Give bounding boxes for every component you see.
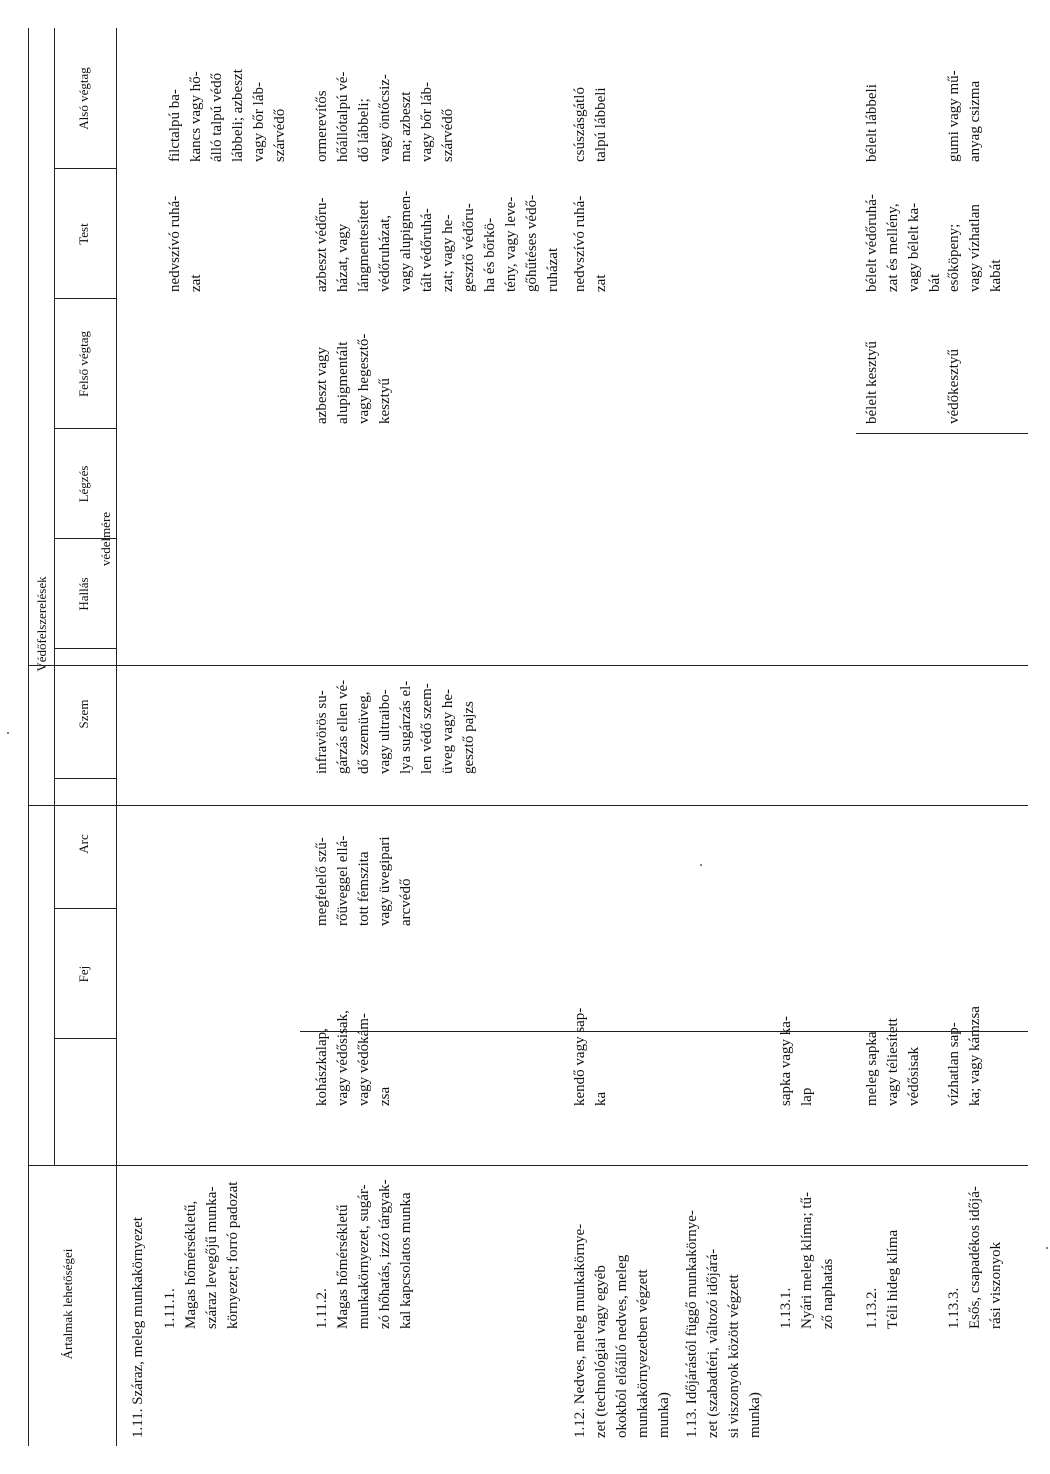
item-1-11-2-test: azbeszt védőru- házat, vagy lángmentesített védőruházat, vagy alupigmen- tált védőruhá- zat; vagy he- gesztő védőru- ha és bőrkö- tény, vagy leve- gőhűtéses védő- ruházat xyxy=(314,190,561,292)
item-1-13-2-label: 1.13.2. Téli hideg klíma xyxy=(864,1229,901,1329)
item-1-13-2-felso: bélelt kesztyű xyxy=(864,341,880,424)
item-1-11-2-also: ormerevítős hőállótalpú vé- dő lábbeli; vagy öntőcsiz- ma; azbeszt vagy bőr láb- szárvédő xyxy=(314,71,456,162)
item-1-13-3-also: gumi vagy mű- anyag csizma xyxy=(946,70,983,162)
header-col-test: Test xyxy=(76,223,91,245)
item-1-13-3-felso: védőkesztyű xyxy=(946,349,962,424)
item-1-11-2-arc: megfelelő szű- rőüveggel ellá- tott fémszita vagy üvegipari arcvédő xyxy=(314,835,414,926)
section-1-13-label: 1.13. Időjárástól függő munkakörnye- zet (szabadtéri, változó időjárá- si viszonyok között végzett munka) xyxy=(684,1210,763,1438)
section-1-12-fej: kendő vagy sap- ka xyxy=(572,1007,609,1106)
section-1-11-title: 1.11. Száraz, meleg munkakörnyezet xyxy=(130,1216,146,1438)
scan-speck xyxy=(1046,1247,1048,1249)
section-1-12-test: nedvszívó ruhá- zat xyxy=(572,195,609,292)
item-1-13-3-label: 1.13.3. Esős, csapadékos időjá- rási viszonyok xyxy=(946,1186,1004,1329)
rule-header-split xyxy=(54,28,55,1166)
item-1-13-1-label: 1.13.1. Nyári meleg klíma; tű- ző naphatás xyxy=(778,1191,836,1329)
header-protection-of: védelmére xyxy=(98,511,113,567)
header-group: Védőfelszerelések xyxy=(34,576,49,672)
item-1-11-2-felso: azbeszt vagy alupigmentált vagy hegesztő- kesztyű xyxy=(314,333,393,424)
header-col-szem: Szem xyxy=(76,699,91,729)
rule-13 xyxy=(28,665,1028,666)
header-col-also: Alsó végtag xyxy=(76,67,91,130)
item-1-11-2-label: 1.11.2. Magas hőmérsékletű munkakörnyezet, sugár- zó hőhatás, izzó tárgyak- kal kapcsolatos munka xyxy=(314,1179,414,1329)
item-1-11-2-szem: infravörös su- gárzás ellen vé- dő szemüveg, vagy ultraibo- lya sugárzás el- len védő szem- üveg vagy he- gesztő pajzs xyxy=(314,679,477,774)
item-1-13-2-also: bélelt lábbeli xyxy=(864,84,880,162)
item-1-13-2-test: bélelt védőruhá- zat és mellény, vagy bélelt ka- bát xyxy=(864,194,943,292)
item-1-11-2-fej: kohászkalap, vagy védősisak, vagy védőkám- zsa xyxy=(314,1010,393,1106)
header-col-fej: Fej xyxy=(76,965,91,983)
header-col-hallas: Hallás xyxy=(76,577,91,611)
item-1-11-1-label: 1.11.1. Magas hőmérsékletű, száraz levegőjű munka- környezet; forró padozat xyxy=(162,1181,241,1329)
header-col-legzes: Légzés xyxy=(76,465,91,503)
item-1-13-2-fej: meleg sapka vagy téliesített védősisak xyxy=(864,1018,922,1106)
rule-header-bottom xyxy=(116,28,117,1446)
rule-12 xyxy=(28,805,1028,806)
scan-speck xyxy=(7,732,9,734)
section-1-12-label: 1.12. Nedves, meleg munkakörnye- zet (technológiai vagy egyéb okokból előálló nedves, meleg munkakörnyezetben végzett munka) xyxy=(572,1223,672,1438)
item-1-13-3-test: esőköpeny; vagy vízhatlan kabát xyxy=(946,204,1004,292)
header-hazards: Ártalmak lehetőségei xyxy=(60,1248,75,1360)
scan-speck xyxy=(700,864,702,866)
section-1-12-also: csúszásgátló talpú lábbeli xyxy=(572,87,609,162)
item-1-11-1-also: filctalpú ba- kancs vagy hő- álló talpú védő lábbeli; azbeszt vagy bőr láb- szárvédő xyxy=(167,69,288,162)
item-1-13-1-fej: sapka vagy ka- lap xyxy=(778,1016,815,1106)
rule-1133-top xyxy=(936,433,1028,434)
header-col-felso: Felső végtag xyxy=(76,330,91,398)
header-col-arc: Arc xyxy=(76,834,91,854)
item-1-11-1-test: nedvszívó ruhá- zat xyxy=(167,195,204,292)
rule-top xyxy=(28,28,29,1446)
item-1-13-3-fej: vízhatlan sap- ka; vagy kámzsa xyxy=(946,1006,983,1106)
